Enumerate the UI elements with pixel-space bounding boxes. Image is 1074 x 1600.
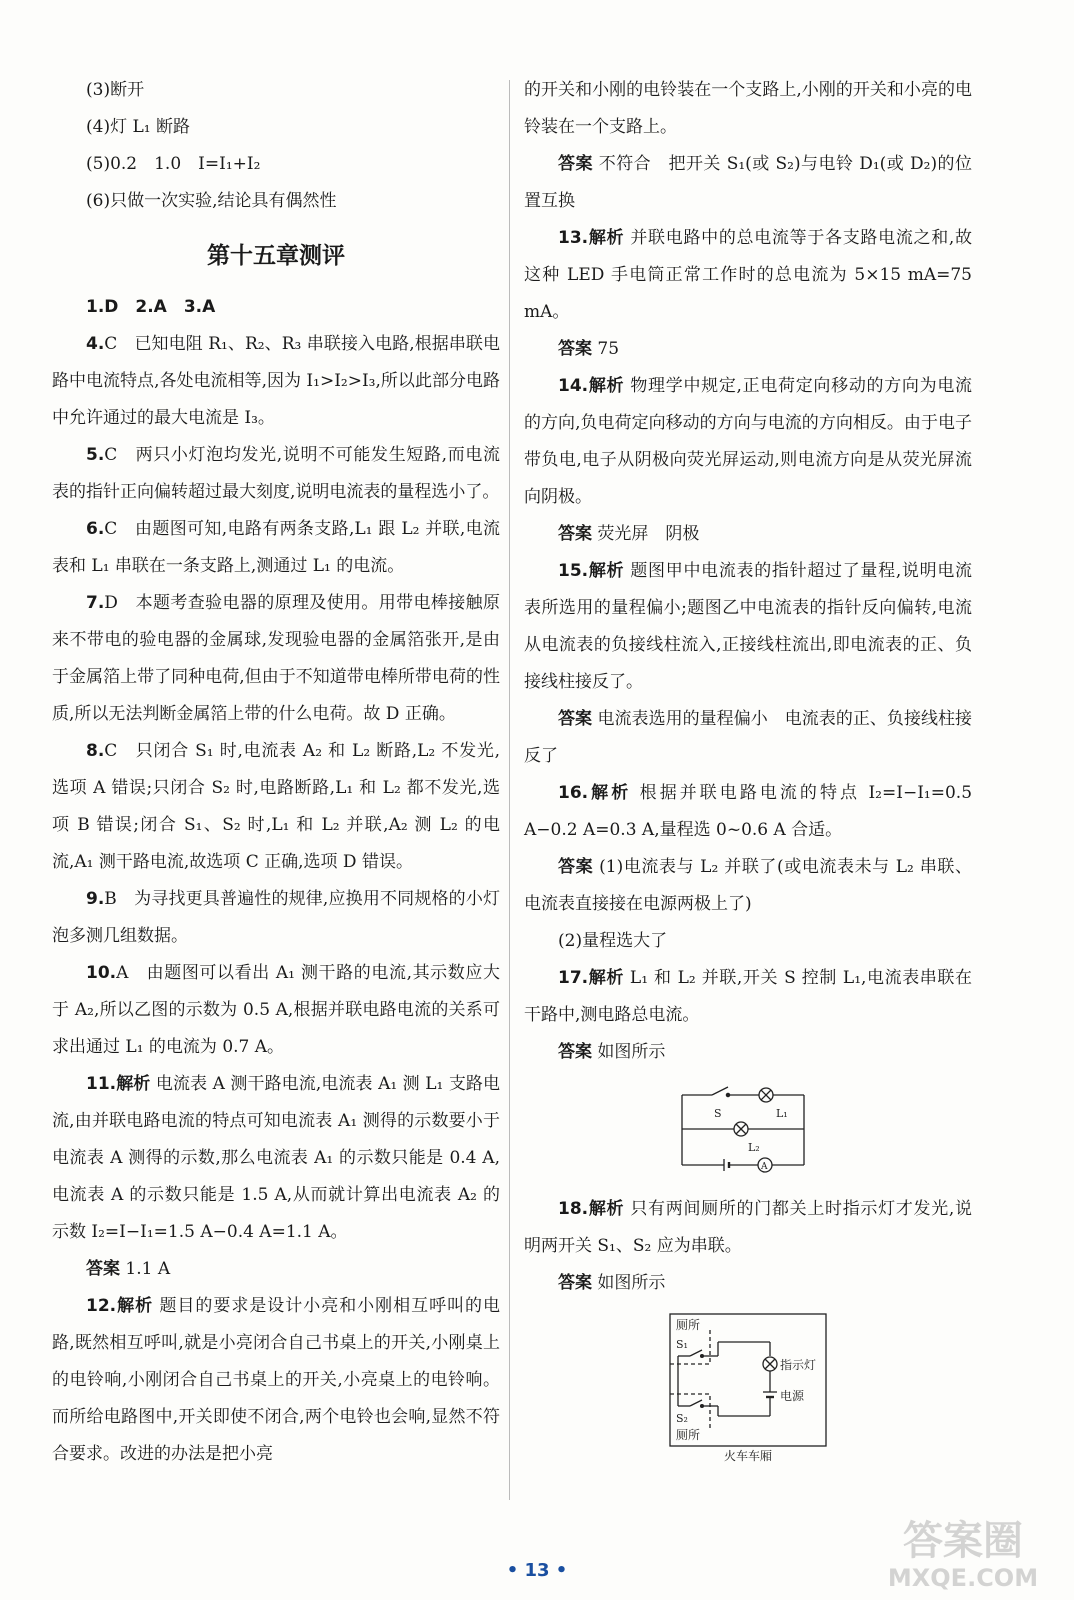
label-wc1: 厕所 (676, 1318, 701, 1332)
answer-10: 10.A 由题图可以看出 A₁ 测干路的电流,其示数应大于 A₂,所以乙图的示数为 0.5 A,根据并联电路电流的关系可求出通过 L₁ 的电流为 0.7 A。 (52, 963, 500, 1057)
answer-9: 9.B 为寻找更具普遍性的规律,应换用不同规格的小灯泡多测几组数据。 (52, 889, 500, 946)
answer-16-result-2: (2)量程选大了 (558, 931, 668, 951)
answer-12-result: 答案 不符合 把开关 S₁(或 S₂)与电铃 D₁(或 D₂)的位置互换 (524, 154, 973, 211)
answer-17-result: 答案 如图所示 (558, 1042, 666, 1062)
label-wc2: 厕所 (676, 1428, 701, 1442)
page-number: • 13 • (506, 1560, 568, 1581)
answer-6: 6.C 由题图可知,电路有两条支路,L₁ 跟 L₂ 并联,电流表和 L₁ 串联在一条支路上,测通过 L₁ 的电流。 (52, 519, 500, 576)
label-s: S (714, 1107, 722, 1120)
watermark-logo (868, 1508, 1058, 1592)
answer-4: 4.C 已知电阻 R₁、R₂、R₃ 串联接入电路,根据串联电路中电流特点,各处电流相等,因为 I₁>I₂>I₃,所以此部分电路中允许通过的最大电流是 I₃。 (52, 334, 500, 428)
answer-13: 13.解析 并联电路中的总电流等于各支路电流之和,故这种 LED 手电筒正常工作时的总电流为 5×15 mA=75 mA。 (524, 228, 973, 322)
answer-5: 5.C 两只小灯泡均发光,说明不可能发生短路,而电流表的指针正向偏转超过最大刻度,说明电流表的量程选小了。 (52, 445, 500, 502)
left-column (52, 72, 500, 1473)
answer-18-result: 答案 如图所示 (558, 1273, 666, 1293)
answer-11: 11.解析 电流表 A 测干路电流,电流表 A₁ 测 L₁ 支路电流,由并联电路电流的特点可知电流表 A₁ 测得的示数要小于电流表 A 测得的示数,那么电流表 A₁ 的示数只能是 0.4 A,电流表 A 的示数只能是 1.5 A,从而就计算出电流表 A₂ 的示数 I₂=I−I₁=1.5 A−0.4 A=1.1 A。 (52, 1074, 501, 1242)
label-ammeter: A (761, 1162, 768, 1172)
answer-14: 14.解析 物理学中规定,正电荷定向移动的方向为电流的方向,负电荷定向移动的方向与电流的方向相反。由于电子带负电,电子从阴极向荧光屏运动,则电流方向是从荧光屏流向阴极。 (524, 376, 973, 507)
column-divider (509, 80, 510, 1500)
right-column (524, 72, 972, 1472)
label-l1: L₁ (776, 1107, 788, 1120)
figure-caption: 火车车厢 (723, 1449, 773, 1462)
answer-16-result: 答案 (1)电流表与 L₂ 并联了(或电流表未与 L₂ 串联、电流表直接接在电源两极上了) (524, 857, 972, 914)
label-power-supply: 电源 (780, 1389, 805, 1403)
label-l2: L₂ (748, 1141, 760, 1154)
answer-18: 18.解析 只有两间厕所的门都关上时指示灯才发光,说明两开关 S₁、S₂ 应为串联。 (524, 1199, 973, 1256)
answer-line: (3)断开 (86, 80, 145, 100)
answer-8: 8.C 只闭合 S₁ 时,电流表 A₂ 和 L₂ 断路,L₂ 不发光,选项 A 错误;只闭合 S₂ 时,电路断路,L₁ 和 L₂ 都不发光,选项 B 错误;闭合 S₁、S₂ 时,L₁ 和 L₂ 并联,A₂ 测 L₂ 的电流,A₁ 测干路电流,故选项 C 正确,选项 D 错误。 (52, 741, 500, 872)
circuit-diagram-17 (524, 1081, 972, 1181)
answer-17: 17.解析 L₁ 和 L₂ 并联,开关 S 控制 L₁,电流表串联在干路中,测电路总电流。 (524, 968, 972, 1025)
label-s1: S₁ (676, 1338, 688, 1351)
answer-15-result: 答案 电流表选用的量程偏小 电流表的正、负接线柱接反了 (524, 709, 973, 766)
svg-text:MXQE.COM: MXQE.COM (887, 1564, 1039, 1592)
answer-12-cont: 的开关和小刚的电铃装在一个支路上,小刚的开关和小亮的电铃装在一个支路上。 (524, 80, 972, 137)
answer-line: (5)0.2 1.0 I=I₁+I₂ (86, 154, 261, 174)
answers-1-3: 1.D 2.A 3.A (86, 297, 216, 317)
answer-13-result: 答案 75 (558, 339, 620, 359)
answer-12: 12.解析 题目的要求是设计小亮和小刚相互呼叫的电路,既然相互呼叫,就是小亮闭合自己书桌上的开关,小刚桌上的电铃响,小刚闭合自己书桌上的开关,小亮桌上的电铃响。而所给电路图中,开关即使不闭合,两个电铃也会响,显然不符合要求。改进的办法是把小亮 (52, 1296, 501, 1464)
answer-14-result: 答案 荧光屏 阴极 (558, 524, 700, 544)
svg-text:答案圈: 答案圈 (903, 1518, 1023, 1564)
label-s2: S₂ (676, 1412, 688, 1425)
answer-line: (4)灯 L₁ 断路 (86, 117, 190, 137)
answer-15: 15.解析 题图甲中电流表的指针超过了量程,说明电流表所选用的量程偏小;题图乙中电流表的指针反向偏转,电流从电流表的负接线柱流入,正接线柱流出,即电流表的正、负接线柱接反了。 (524, 561, 973, 692)
answer-16: 16.解析 根据并联电路电流的特点 I₂=I−I₁=0.5 A−0.2 A=0.3 A,量程选 0~0.6 A 合适。 (524, 783, 973, 840)
chapter-title: 第十五章测评 (207, 243, 345, 269)
answer-11-result: 答案 1.1 A (86, 1259, 171, 1279)
parallel-circuit-figure (668, 1081, 828, 1181)
label-indicator-lamp: 指示灯 (780, 1358, 817, 1372)
train-car-circuit-figure (648, 1312, 848, 1462)
answer-line: (6)只做一次实验,结论具有偶然性 (86, 191, 337, 211)
answer-7: 7.D 本题考查验电器的原理及使用。用带电棒接触原来不带电的验电器的金属球,发现验电器的金属箔张开,是由于金属箔上带了同种电荷,但由于不知道带电棒所带电荷的性质,所以无法判断金属箔上带的什么电荷。故 D 正确。 (52, 593, 500, 724)
circuit-diagram-18 (524, 1312, 972, 1462)
